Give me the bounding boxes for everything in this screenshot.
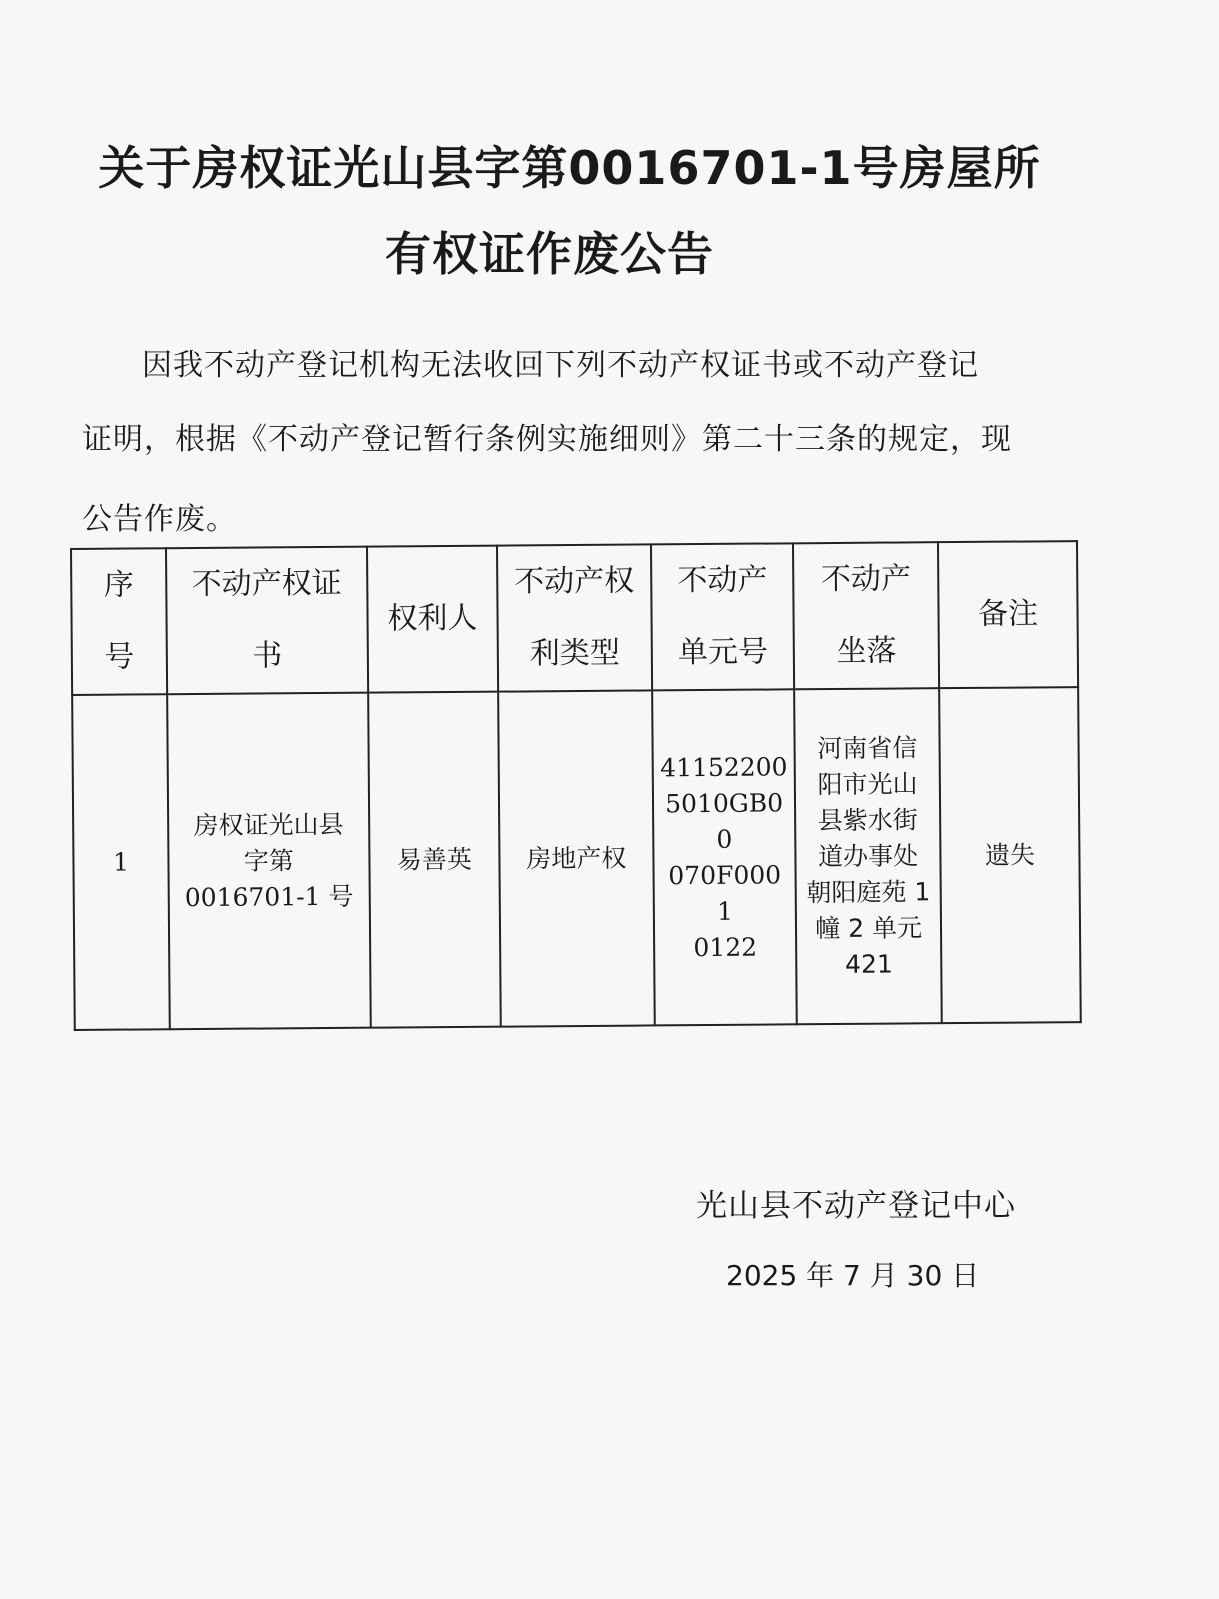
issue-date: 2025 年 7 月 30 日: [726, 1259, 980, 1292]
cell-certificate: 房权证光山县 字第 0016701-1 号: [167, 693, 370, 1030]
cell-remark: 遗失: [939, 687, 1081, 1023]
header-certificate: 不动产权证 书: [166, 547, 368, 695]
body-paragraph-line-1: 因我不动产登记机构无法收回下列不动产权证书或不动产登记: [142, 348, 979, 383]
header-location: 不动产 坐落: [793, 542, 939, 689]
void-certificate-table: [70, 540, 1082, 1031]
header-right-type: 不动产权 利类型: [497, 544, 652, 691]
table-header-row: [71, 541, 1078, 695]
header-remark: 备注: [938, 541, 1078, 688]
cell-location: 河南省信 阳市光山 县紫水街 道办事处 朝阳庭苑 1 幢 2 单元 421: [794, 688, 941, 1024]
body-paragraph-line-2: 证明，根据《不动产登记暂行条例实施细则》第二十三条的规定，现: [82, 422, 1012, 457]
cell-unit-number: 41152200 5010GB00 070F0001 0122: [652, 689, 797, 1025]
notice-title-line-1: 关于房权证光山县字第0016701-1号房屋所: [98, 141, 1041, 195]
body-paragraph-line-3: 公告作废。: [82, 502, 237, 537]
table-row: [72, 687, 1081, 1030]
header-owner: 权利人: [367, 546, 498, 693]
issuing-authority: 光山县不动产登记中心: [696, 1188, 1016, 1224]
cell-seq: 1: [72, 694, 170, 1030]
cell-owner: 易善英: [368, 692, 501, 1028]
header-unit-number: 不动产 单元号: [651, 543, 795, 690]
header-seq: 序 号: [71, 548, 167, 695]
notice-title-line-2: 有权证作废公告: [385, 227, 714, 281]
cell-right-type: 房地产权: [498, 690, 655, 1026]
